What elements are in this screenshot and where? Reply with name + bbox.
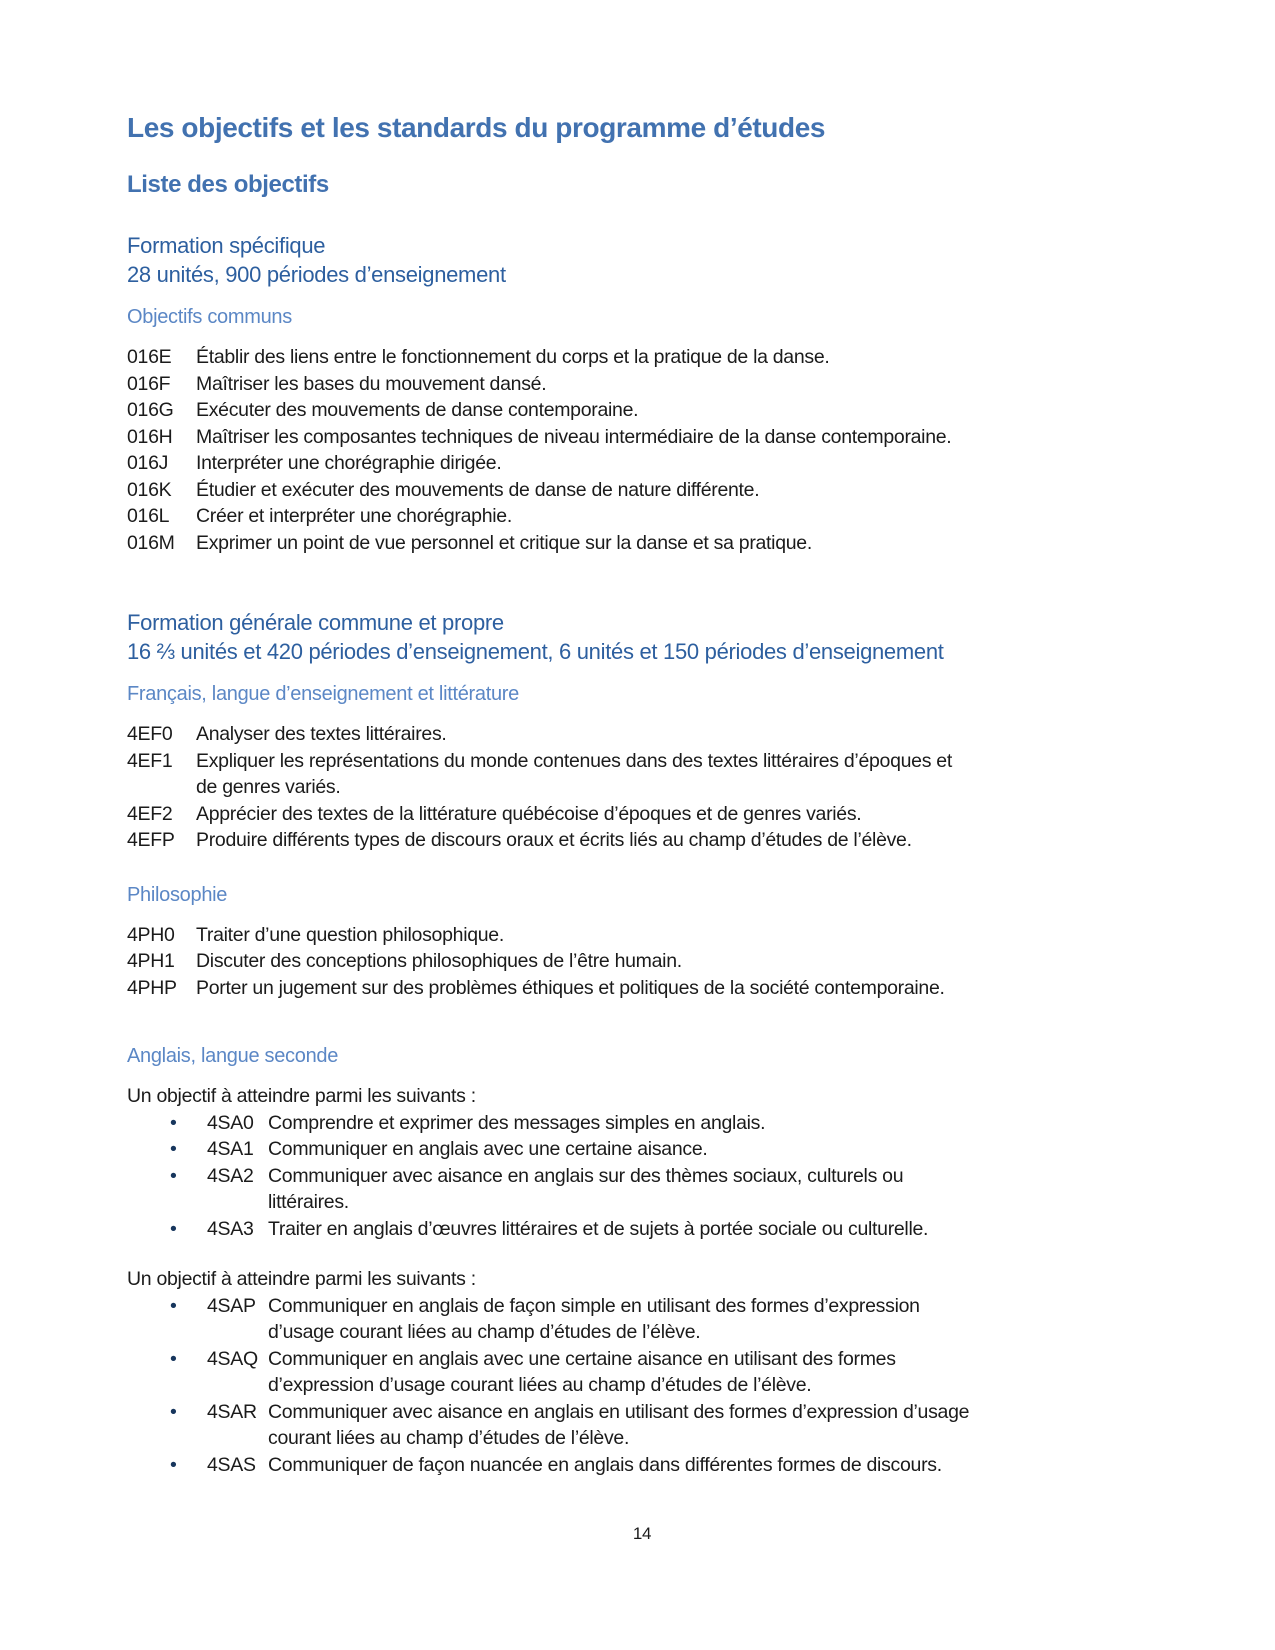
- objective-text: Communiquer avec aisance en anglais en utilisant des formes d’expression d’usage courant liées au champ d’études de l’élève.: [268, 1400, 970, 1449]
- objective-bullet-row: [127, 1346, 1157, 1399]
- objective-code: 4SA2: [207, 1164, 254, 1187]
- objective-text: Communiquer en anglais de façon simple en utilisant des formes d’expression d’usage courant liées au champ d’études de l’élève.: [268, 1294, 920, 1343]
- objective-code: 016L: [127, 505, 170, 527]
- objective-text: Comprendre et exprimer des messages simples en anglais.: [268, 1111, 766, 1134]
- objective-row: [127, 948, 1157, 975]
- objective-row: [127, 748, 1157, 801]
- objective-code: 4SAQ: [207, 1347, 258, 1370]
- objective-code: 4EF1: [127, 749, 173, 772]
- group-label-francais: Français, langue d’enseignement et littérature: [127, 683, 519, 705]
- objective-code: 4PHP: [127, 976, 177, 999]
- objective-code: 016K: [127, 478, 172, 501]
- objective-row: [127, 801, 1157, 828]
- objective-bullet-row: [127, 1163, 1157, 1216]
- objective-row: [127, 721, 1157, 748]
- objective-code: 4PH0: [127, 923, 175, 946]
- bullet-icon: •: [170, 1217, 177, 1240]
- objective-row: [127, 827, 1157, 854]
- anglais-group1-intro: Un objectif à atteindre parmi les suivants :: [127, 1085, 476, 1107]
- objective-text: Créer et interpréter une chorégraphie.: [196, 505, 512, 527]
- objective-bullet-row: [127, 1110, 1157, 1137]
- objectives-list-francais: [127, 721, 1157, 854]
- objective-code: 4SAS: [207, 1453, 256, 1476]
- section-formation-generale-heading: [127, 608, 1157, 666]
- objective-code: 4EF0: [127, 723, 173, 745]
- page-subtitle: Liste des objectifs: [127, 171, 329, 198]
- objective-text: Produire différents types de discours oraux et écrits liés au champ d’études de l’élève.: [196, 829, 912, 851]
- objective-code: 4SA1: [207, 1138, 254, 1160]
- objective-text: Discuter des conceptions philosophiques de l’être humain.: [196, 950, 682, 972]
- objective-code: 016G: [127, 399, 174, 421]
- objective-bullet-row: [127, 1216, 1157, 1243]
- objective-row: [127, 397, 1157, 424]
- objective-row: [127, 424, 1157, 451]
- objective-code: 4SA0: [207, 1111, 254, 1134]
- bullet-icon: •: [170, 1347, 177, 1370]
- objective-code: 4EFP: [127, 829, 175, 851]
- objective-text: Communiquer en anglais avec une certaine aisance en utilisant des formes d’expression d’usage courant liées au champ d’études de l’élève.: [268, 1347, 896, 1396]
- objective-text: Interpréter une chorégraphie dirigée.: [196, 452, 502, 474]
- objective-text: Communiquer avec aisance en anglais sur des thèmes sociaux, culturels ou littéraires.: [268, 1164, 904, 1213]
- objective-row: [127, 530, 1157, 557]
- objective-text: Apprécier des textes de la littérature québécoise d’époques et de genres variés.: [196, 802, 862, 825]
- objective-text: Traiter d’une question philosophique.: [196, 923, 504, 946]
- group-label-philosophie: Philosophie: [127, 883, 228, 906]
- objective-text: Analyser des textes littéraires.: [196, 723, 447, 745]
- objective-row: [127, 975, 1157, 1002]
- objective-bullet-row: [127, 1399, 1157, 1452]
- objective-text: Porter un jugement sur des problèmes éthiques et politiques de la société contemporaine.: [196, 976, 945, 999]
- objective-text: Étudier et exécuter des mouvements de danse de nature différente.: [196, 478, 760, 501]
- objectives-list-communs: [127, 344, 1157, 556]
- objective-code: 4SAR: [207, 1400, 257, 1423]
- objective-code: 4SA3: [207, 1217, 254, 1240]
- objective-text: Exécuter des mouvements de danse contemporaine.: [196, 399, 639, 421]
- objectives-list-anglais-1: [127, 1110, 1157, 1243]
- objective-row: [127, 344, 1157, 371]
- objective-text: Traiter en anglais d’œuvres littéraires et de sujets à portée sociale ou culturelle.: [268, 1217, 929, 1240]
- section-heading: Formation générale commune et propre: [127, 610, 504, 635]
- objective-row: [127, 371, 1157, 398]
- bullet-icon: •: [170, 1164, 177, 1187]
- objective-text: Expliquer les représentations du monde contenues dans des textes littéraires d’époques et de genres variés.: [196, 749, 952, 798]
- objective-row: [127, 477, 1157, 504]
- objective-bullet-row: [127, 1452, 1157, 1479]
- section-heading: Formation spécifique: [127, 233, 326, 258]
- objective-text: Communiquer de façon nuancée en anglais dans différentes formes de discours.: [268, 1453, 942, 1476]
- objective-code: 4PH1: [127, 950, 175, 972]
- objectives-list-philosophie: [127, 922, 1157, 1002]
- objective-bullet-row: [127, 1293, 1157, 1346]
- group-label-anglais: Anglais, langue seconde: [127, 1045, 339, 1067]
- page-title: Les objectifs et les standards du programme d’études: [127, 112, 826, 143]
- objective-row: [127, 922, 1157, 949]
- objective-code: 016H: [127, 425, 173, 448]
- objective-code: 016M: [127, 531, 175, 554]
- objective-bullet-row: [127, 1136, 1157, 1163]
- objective-code: 016J: [127, 452, 169, 474]
- objective-text: Exprimer un point de vue personnel et critique sur la danse et sa pratique.: [196, 531, 812, 554]
- bullet-icon: •: [170, 1111, 177, 1134]
- objective-code: 016F: [127, 372, 171, 395]
- objective-text: Établir des liens entre le fonctionnement du corps et la pratique de la danse.: [196, 346, 830, 368]
- bullet-icon: •: [170, 1294, 177, 1317]
- group-label-objectifs-communs: Objectifs communs: [127, 306, 292, 328]
- anglais-group2-intro: Un objectif à atteindre parmi les suivants :: [127, 1268, 476, 1290]
- objective-text: Maîtriser les bases du mouvement dansé.: [196, 372, 547, 395]
- section-formation-specifique-heading: [127, 231, 1157, 289]
- page-number: 14: [632, 1524, 652, 1543]
- bullet-icon: •: [170, 1400, 177, 1423]
- objective-code: 4EF2: [127, 802, 173, 825]
- objectives-list-anglais-2: [127, 1293, 1157, 1479]
- objective-row: [127, 503, 1157, 530]
- bullet-icon: •: [170, 1138, 177, 1160]
- objective-text: Communiquer en anglais avec une certaine aisance.: [268, 1138, 708, 1160]
- objective-row: [127, 450, 1157, 477]
- objective-code: 016E: [127, 346, 172, 368]
- bullet-icon: •: [170, 1453, 177, 1476]
- objective-code: 4SAP: [207, 1294, 256, 1317]
- section-units: 28 unités, 900 périodes d’enseignement: [127, 262, 506, 287]
- objective-text: Maîtriser les composantes techniques de niveau intermédiaire de la danse contemporaine.: [196, 425, 952, 448]
- section-units: 16 ⅔ unités et 420 périodes d’enseignement, 6 unités et 150 périodes d’enseignement: [127, 639, 944, 664]
